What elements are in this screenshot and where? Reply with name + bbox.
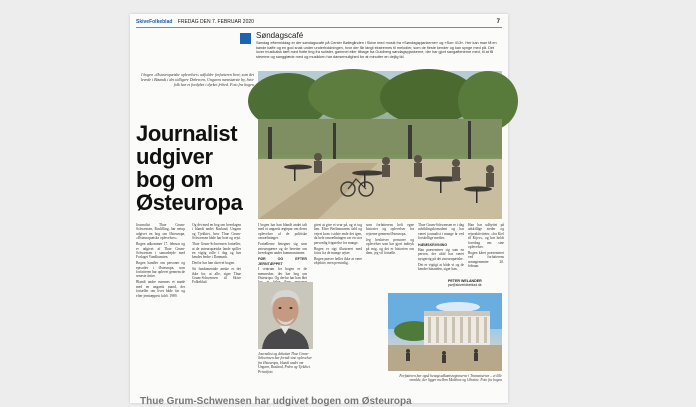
article-column-2 xyxy=(192,223,241,286)
subheading: HÆMSKRIVNING xyxy=(418,242,448,247)
headline-line: bog om xyxy=(136,167,214,192)
headline-line: udgiver xyxy=(136,144,213,169)
street-cafe-photo xyxy=(258,71,502,219)
article-column-7 xyxy=(468,223,504,275)
masthead xyxy=(136,17,502,28)
paragraph: Sit fundamentale ønske er det ikke for, at alle, siger Thue Grum-Schwensen til Skive Folkeblad. xyxy=(192,267,241,285)
palace-photo xyxy=(388,293,502,371)
blue-square-icon xyxy=(240,33,251,44)
paragraph: Bogen handler om personer og episoder i Østeuropa, som forfatteren har oplevet gennem de seneste årtier. xyxy=(136,261,185,279)
paragraph: Thue Grum-Schwensen er i dag udviklingskonsulent og har været journalist i mange år ved forskellige medier. xyxy=(418,223,464,241)
brand-name: SkiveFolkeblad xyxy=(136,19,173,25)
masthead-date: FREDAG DEN 7. FEBRUAR 2020 xyxy=(177,19,254,25)
paragraph: Fortællerne betegner sig som østeuropæere og de beretter om hverdagen under kommunismen. xyxy=(258,242,307,255)
byline xyxy=(448,279,502,287)
paragraph: Og det med en bog om hverdagen i blandt andet Rusland, Ungarn og Tjekkiet, hvor Thue Grum-Schwensen både har boet og rejst. xyxy=(192,223,241,241)
paragraph: Journalist Thue Grum-Schwensen, Roslilling, har netop udgivet en bog om Østeuropa, «Østeuropæiske oplevelser». xyxy=(136,223,185,241)
palace-photo-caption: Forfatteren har også besøgt udkantsregionerne i Transnistrien – et lille område, der ligger mellem Moldova og Ukraine. Foto fra bogen xyxy=(399,374,502,383)
paragraph: Bogen prøver heller ikke at være objektiv, men personlig. xyxy=(314,256,362,266)
page-number: 7 xyxy=(496,19,500,25)
paragraph: givet at give et svar på, og vi tog hen. Efter Berlinmurens fald og vejret kom i sidste ende det igen, da hele omvæltningen var en stor personlig frigørelse for mange. xyxy=(314,223,362,245)
paragraph: som forfatterens helt egne historier og oplevelser fra rejserne gennem Østeuropa. xyxy=(366,223,414,236)
cafe-text: Søndag eftermiddag er der søndagscafé på Center Bølleglinden i Skive med musik fra «Søndagspjankerne» og «Sorr 413». Her kan man få en kande kaffe og en god snak under underholdningen, hvor der får langt ekstremes til melodier, som de fleste kender og kan synge med på. Det lover musikalsk tæft med flotte ting fra solister, gammel eller tilbage fra Guldberg søndagspjankerne, der har gjort sangaftenerne med, til at få stemme og sangglæde med og musikken har dansemulighed for at minutter en dejlig tid. xyxy=(256,41,497,59)
byline-email: pw@skivefolkeblad.dk xyxy=(448,283,482,287)
cafe-title: Søndagscafé xyxy=(256,31,304,40)
author-portrait-art xyxy=(258,282,313,349)
portrait-caption: Journalist og debattør Thue Grum-Schwensen har fortalt sine oplevelser fra Østeuropa, blandt andet om Ungarn, Rusland, Polen og Tjekkiet. Privatfoto xyxy=(258,352,312,374)
headline-line: Journalist xyxy=(136,121,238,146)
palace-photo-art xyxy=(388,293,502,371)
paragraph: I bogen har han blandt andet talt med et ungarsk ægtepar om deres oplevelser af de politiske omvæltninger. xyxy=(258,223,307,241)
author-portrait xyxy=(258,282,313,349)
paragraph: Bogen er rigt illustreret med fotos fra de mange rejser. xyxy=(314,246,362,255)
paragraph: Bogen udkommer 17. februar og er udgivet af Thue Grum-Schwensen i samarbejde med Forlaget Vandkunsten. xyxy=(136,242,185,260)
paragraph: Thue Grum-Schwensen fortæller, at de østeuropæiske lande spiller en vigtig rolle i dag og bør kendes bedre i Danmark. xyxy=(192,242,241,260)
paragraph: Derfor har han skrevet bogen. xyxy=(192,261,236,266)
paragraph: Jeg beskriver personer og oplevelser som har gjort indtryk på mig, og det er historien om dem, jeg vil fortælle. xyxy=(366,237,414,255)
paragraph: I centrum for bogen er de mennesker, der har bog om Østeuropa. Og derfor har han fået xyxy=(258,267,307,280)
newspaper-page xyxy=(130,14,508,403)
article-column-5 xyxy=(366,223,414,257)
paragraph: Det er vigtigt at både vi og de kender hinanden, siger han. xyxy=(418,262,464,272)
headline-line: Østeuropa xyxy=(136,190,243,215)
paragraph: Bogen kåret præsenteret ved forfatterens arrangementer 20. februar. xyxy=(468,250,504,269)
paragraph: Han præsenterer sig som en person, der altid har været nysgerrig på det østeuropæiske. xyxy=(418,248,464,261)
paragraph: Han har udbyttet på adskillige steder og rejseaktiviteter, «fra Kiel til Kijev», og har holdt foredrag om sine oplevelser. xyxy=(468,223,504,250)
article-column-3 xyxy=(258,223,307,279)
byline-name: PETER WELANDER xyxy=(448,279,482,283)
article-column-1 xyxy=(136,223,185,300)
street-cafe-photo-art xyxy=(258,71,502,219)
headline xyxy=(136,122,256,214)
subheading: FØR OG EFTER JERNTÆPPET xyxy=(258,257,307,266)
paragraph: Blandt andre rummes et møde med en ungarsk mand, der fortæller om livet både før og efter jerntæppets fald i 1989. xyxy=(136,280,185,298)
article-column-4 xyxy=(314,223,362,267)
top-photo-caption: I bogen «Østeuropæiske oplevelser» udfolder forfatteren livet, som det levede i Bizandt i det tidligere Debrecen, Ungarns næststørste by, hvor folk har et fordybet i dyrket frihed. Foto fra bogen xyxy=(140,72,254,87)
next-page-headline-fragment: Thue Grum-Schwensen har udgivet bogen om Østeuropa xyxy=(140,396,412,407)
